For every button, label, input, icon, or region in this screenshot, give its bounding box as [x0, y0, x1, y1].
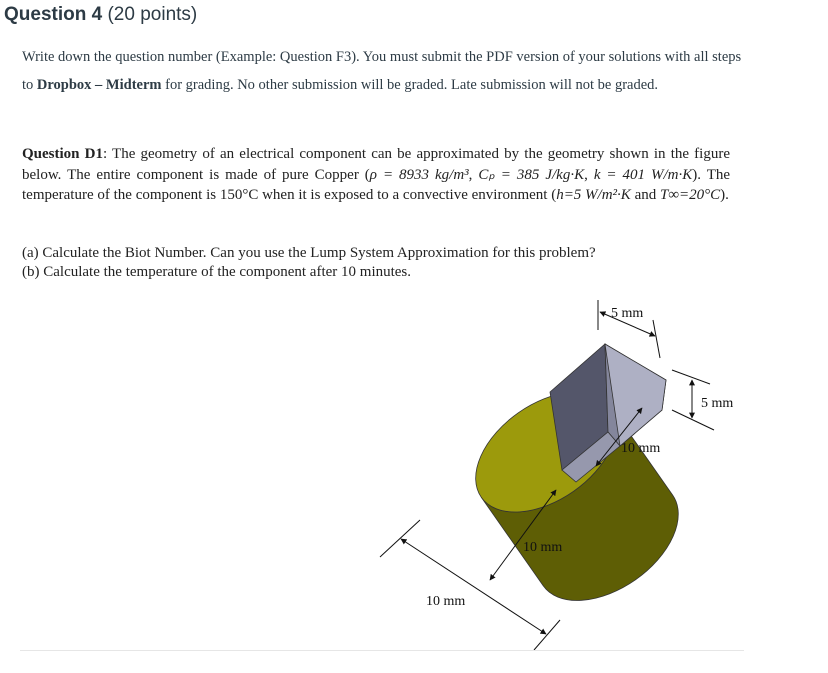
dim-block-height-label: 10 mm	[621, 441, 661, 456]
problem-k: k = 401 W/m·K	[593, 166, 693, 183]
problem-cp: Cₚ = 385 J/kg·K	[478, 166, 585, 183]
problem-tinf: T∞=20°C	[659, 187, 721, 203]
part-b: (b) Calculate the temperature of the component after 10 minutes.	[22, 264, 412, 280]
instructions-dropbox: Dropbox – Midterm	[36, 76, 162, 93]
dim-right-label: 5 mm	[701, 396, 734, 411]
problem-h: h=5 W/m²·K	[556, 187, 631, 203]
question-title: Question 4	[4, 4, 103, 25]
dim-cylinder-height-label: 10 mm	[523, 540, 563, 555]
dim-right	[672, 370, 733, 430]
divider	[20, 650, 744, 651]
question-points: (20 points)	[107, 4, 198, 25]
problem-sep1: ,	[468, 166, 479, 183]
dim-diameter-label: 10 mm	[426, 594, 466, 609]
problem-sep3: and	[630, 187, 660, 203]
instructions-part2: for grading. No other submission will be graded. Late submission will not be graded.	[161, 76, 659, 93]
problem-sep2: ,	[584, 166, 594, 183]
problem-label: Question D1	[22, 146, 103, 162]
problem-text2: ). The temperature of the component is 150°C when it is exposed to a convective environment (	[22, 166, 731, 203]
problem-rho: ρ = 8933 kg/m³	[369, 166, 469, 183]
part-a: (a) Calculate the Biot Number. Can you use the Lump System Approximation for this problem?	[22, 245, 596, 261]
instructions-part1: Write down the question number (Example: Question F3). You must submit the PDF version of your solutions with all steps to	[22, 49, 742, 93]
dim-top-label: 5 mm	[611, 306, 644, 321]
problem-text3: ).	[720, 187, 729, 203]
problem-text1: : The geometry of an electrical component can be approximated by the geometry shown in the figure below. The entire component is made of pure Copper (	[22, 146, 730, 183]
